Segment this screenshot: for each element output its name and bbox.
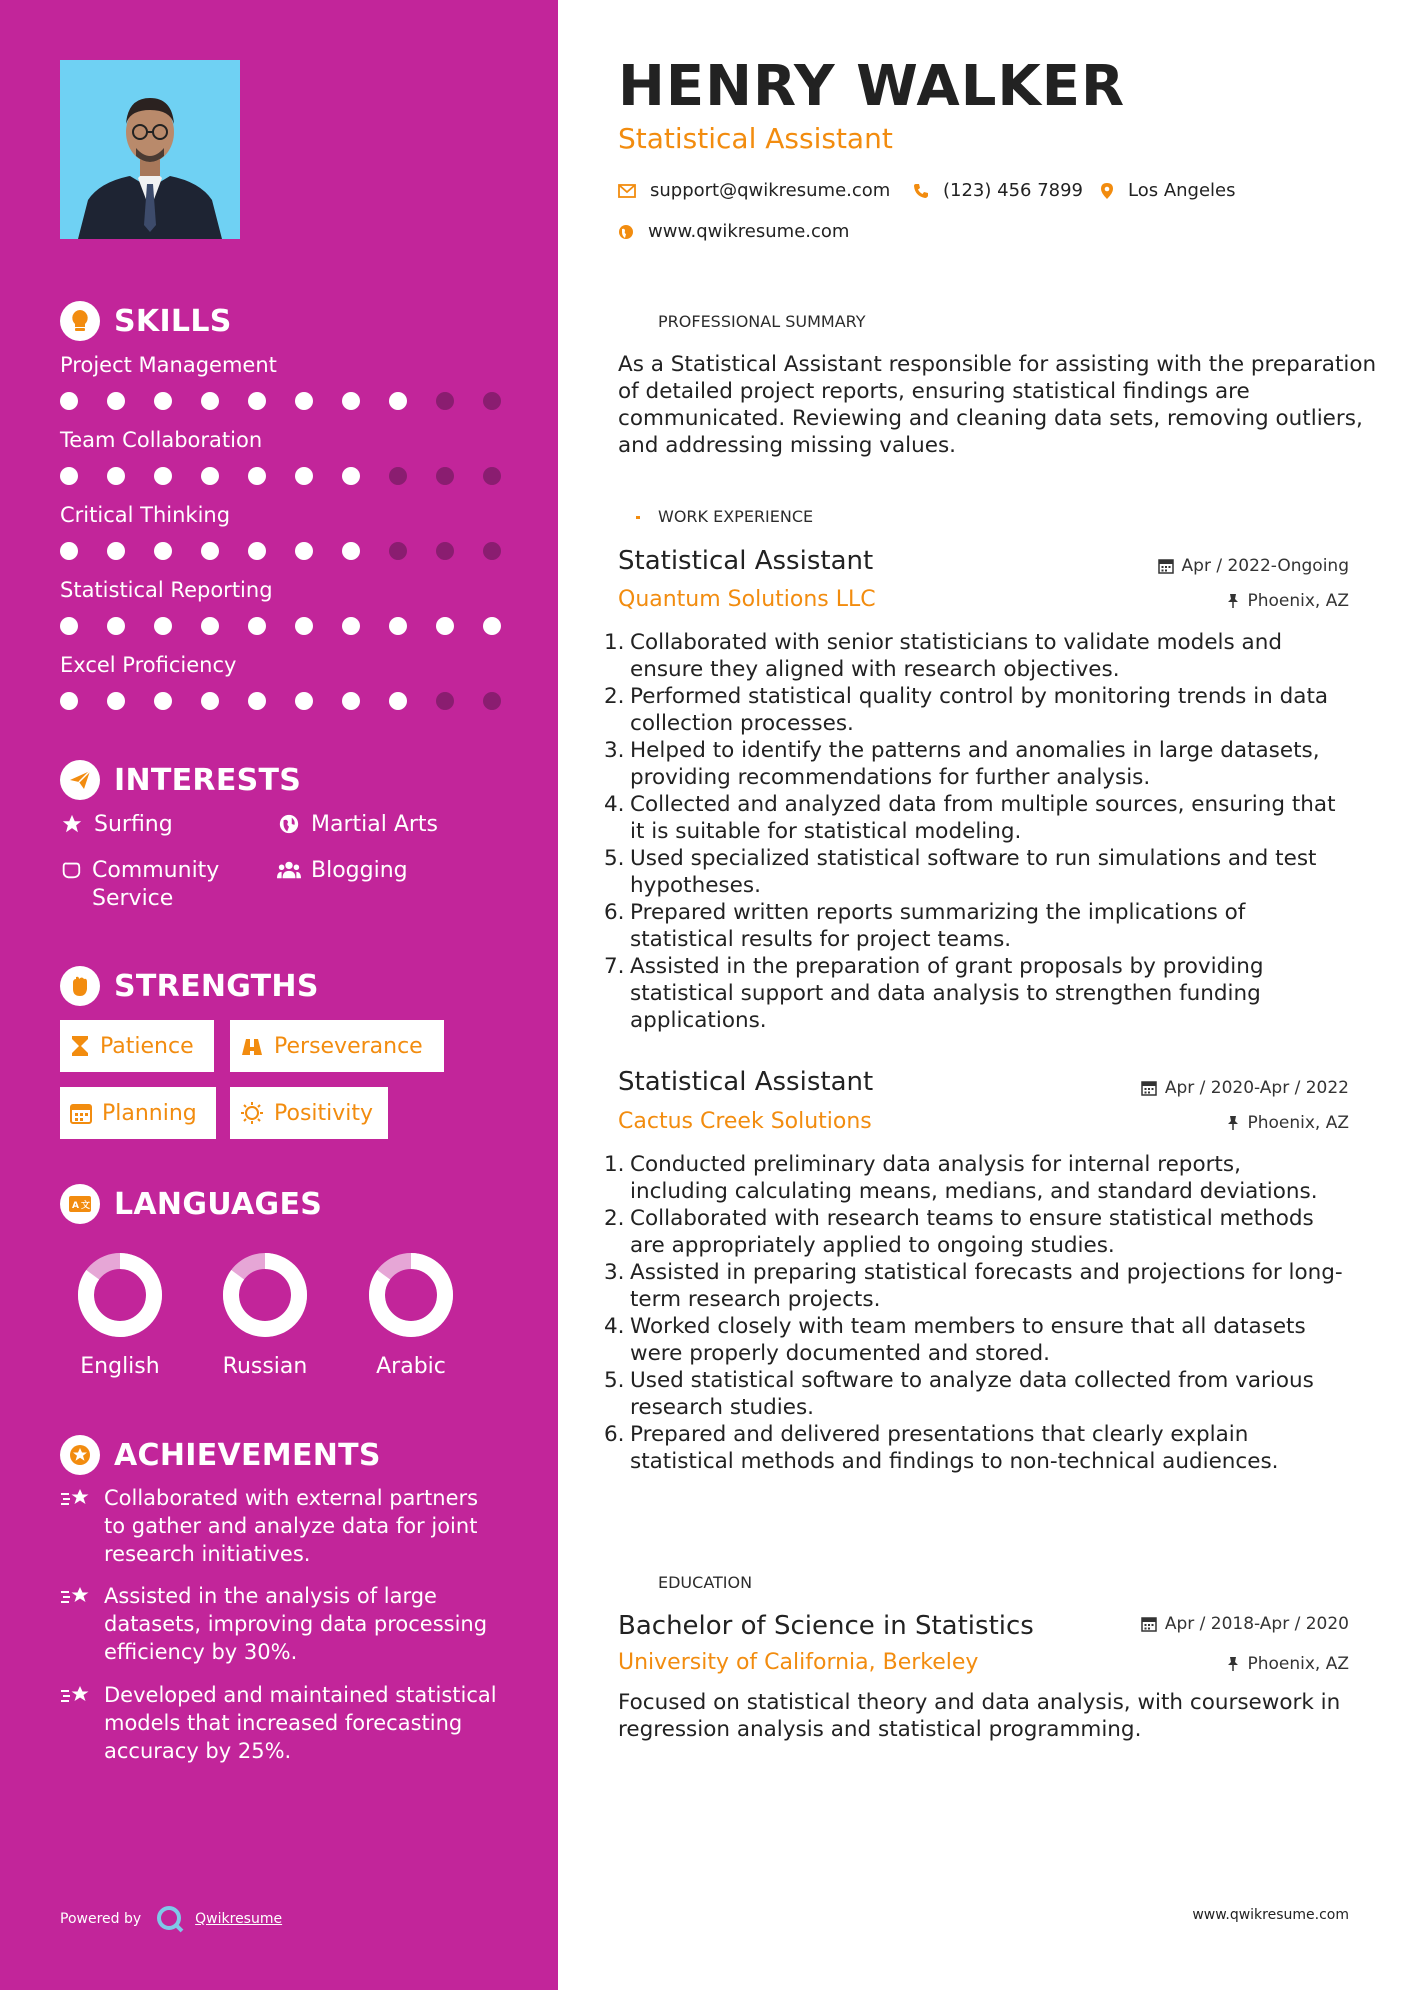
achievements-heading <box>60 1435 381 1475</box>
summary-title: PROFESSIONAL SUMMARY <box>658 311 866 331</box>
education-dates-text: Apr / 2018-Apr / 2020 <box>1164 1614 1349 1634</box>
summary-heading <box>618 301 866 341</box>
users-icon <box>277 857 301 881</box>
interest-label: Martial Arts <box>311 812 439 837</box>
strength-label: Planning <box>102 1100 197 1126</box>
skill-rating <box>60 467 500 485</box>
education-heading <box>618 1562 752 1602</box>
list-item <box>604 737 1344 791</box>
interests-title: INTERESTS <box>114 762 302 798</box>
rating-dot <box>60 692 78 710</box>
rating-dot <box>248 542 266 560</box>
list-text: Prepared and delivered presentations that clearly explain statistical methods and findings to non-technical audiences. <box>630 1422 1279 1474</box>
star-icon <box>60 811 84 835</box>
rating-dot <box>483 467 501 485</box>
list-text: Assisted in the preparation of grant proposals by providing statistical support and data analysis to strengthen funding applications. <box>630 954 1264 1033</box>
list-text: Assisted in preparing statistical forecasts and projections for long-term research projects. <box>630 1260 1343 1312</box>
email-text: support@qwikresume.com <box>650 180 891 201</box>
rating-dot <box>201 542 219 560</box>
contact-location <box>1100 180 1236 201</box>
rating-dot <box>436 542 454 560</box>
job-location <box>1227 591 1349 611</box>
profile-photo <box>60 60 240 239</box>
language-icon <box>60 1184 100 1224</box>
rating-dot <box>436 692 454 710</box>
hourglass-icon <box>70 1035 90 1057</box>
strength-tag <box>60 1087 216 1139</box>
list-text: Used specialized statistical software to run simulations and test hypotheses. <box>630 846 1317 898</box>
rating-dot <box>389 617 407 635</box>
list-text: Prepared written reports summarizing the implications of statistical results for project teams. <box>630 900 1246 952</box>
pushpin-icon <box>1227 1656 1239 1672</box>
job-title: Statistical Assistant <box>618 1067 874 1097</box>
job-location-text: Phoenix, AZ <box>1247 1113 1349 1133</box>
interests-heading <box>60 760 301 800</box>
role-subtitle: Statistical Assistant <box>618 122 893 155</box>
rating-dot <box>107 467 125 485</box>
education-location <box>1227 1654 1349 1674</box>
website-text: www.qwikresume.com <box>648 221 850 242</box>
rating-dot <box>201 617 219 635</box>
location-text: Los Angeles <box>1128 180 1236 201</box>
rating-dot <box>248 392 266 410</box>
job-location-text: Phoenix, AZ <box>1247 591 1349 611</box>
achievement-text: Developed and maintained statistical models that increased forecasting accuracy by 25%. <box>104 1683 497 1763</box>
education-title: EDUCATION <box>658 1572 753 1592</box>
achievement-item <box>60 1484 500 1568</box>
list-number: 1. <box>604 1152 625 1177</box>
hand-icon <box>60 857 82 881</box>
skill-name: Team Collaboration <box>60 428 263 452</box>
calendar-icon <box>1158 558 1174 574</box>
rating-dot <box>483 692 501 710</box>
fist-icon <box>60 966 100 1006</box>
list-text: Collaborated with research teams to ensure statistical methods are appropriately applied to ongoing studies. <box>630 1206 1314 1258</box>
list-number: 5. <box>604 846 625 871</box>
list-item <box>604 1421 1344 1475</box>
work-title: WORK EXPERIENCE <box>658 506 814 526</box>
shooting-star-icon <box>60 1484 92 1568</box>
interest-label: Blogging <box>311 858 408 883</box>
language-name: Arabic <box>376 1354 446 1379</box>
job-dates <box>1141 1078 1349 1098</box>
list-number: 1. <box>604 630 625 655</box>
list-item <box>604 629 1344 683</box>
list-item <box>604 845 1344 899</box>
rating-dot <box>389 392 407 410</box>
achievements-title: ACHIEVEMENTS <box>114 1437 381 1473</box>
list-text: Performed statistical quality control by monitoring trends in data collection processes. <box>630 684 1329 736</box>
list-item <box>604 1151 1344 1205</box>
calendar-icon <box>1141 1080 1157 1096</box>
skills-heading <box>60 301 232 341</box>
envelope-icon <box>618 184 636 198</box>
interest-item <box>277 811 438 839</box>
phone-text: (123) 456 7899 <box>943 180 1084 201</box>
rating-dot <box>60 392 78 410</box>
rating-dot <box>107 392 125 410</box>
job-dates-text: Apr / 2022-Ongoing <box>1181 556 1349 576</box>
rating-dot <box>154 542 172 560</box>
rating-dot <box>436 392 454 410</box>
strength-tag <box>230 1020 444 1072</box>
phone-icon <box>913 183 929 199</box>
contact-phone[interactable] <box>913 180 1083 201</box>
skill-rating <box>60 692 500 710</box>
strengths-title: STRENGTHS <box>114 968 319 1004</box>
school-name: University of California, Berkeley <box>618 1650 979 1675</box>
list-text: Collaborated with senior statisticians to validate models and ensure they aligned with research objectives. <box>630 630 1283 682</box>
job-responsibilities <box>604 1151 1344 1475</box>
contact-email[interactable] <box>618 180 890 201</box>
rating-dot <box>107 542 125 560</box>
list-number: 6. <box>604 900 625 925</box>
contact-website[interactable] <box>618 221 849 242</box>
powered-by-label: Powered by <box>60 1911 142 1927</box>
list-number: 4. <box>604 1314 625 1339</box>
list-item <box>604 1313 1344 1367</box>
rating-dot <box>154 467 172 485</box>
job-location <box>1227 1113 1349 1133</box>
rating-dot <box>389 467 407 485</box>
rating-dot <box>295 692 313 710</box>
rating-dot <box>60 467 78 485</box>
rating-dot <box>483 617 501 635</box>
shooting-star-icon <box>60 1582 92 1666</box>
skill-item <box>60 575 500 635</box>
job-dates <box>1158 556 1349 576</box>
languages-title: LANGUAGES <box>114 1186 323 1222</box>
strength-label: Patience <box>100 1033 194 1059</box>
list-item <box>604 1367 1344 1421</box>
strength-tag <box>60 1020 214 1072</box>
skill-rating <box>60 542 500 560</box>
list-number: 2. <box>604 684 625 709</box>
globe-icon <box>618 224 634 240</box>
strength-label: Positivity <box>274 1100 374 1126</box>
rating-dot <box>107 617 125 635</box>
skill-item <box>60 650 500 710</box>
globe-icon <box>277 811 301 835</box>
list-item <box>604 899 1344 953</box>
qwikresume-link[interactable]: Qwikresume <box>195 1911 283 1927</box>
rating-dot <box>436 617 454 635</box>
graduation-cap-icon <box>618 1562 658 1602</box>
skill-item <box>60 500 500 560</box>
skill-item <box>60 425 500 485</box>
list-number: 3. <box>604 1260 625 1285</box>
pushpin-icon <box>1227 593 1239 609</box>
language-proficiency-ring <box>75 1250 165 1340</box>
rating-dot <box>342 617 360 635</box>
list-number: 4. <box>604 792 625 817</box>
summary-text: As a Statistical Assistant responsible for assisting with the preparation of detailed project reports, ensuring statistical findings are communicated. Reviewing and cleaning data sets, removing outliers, and addressing missing values. <box>618 352 1377 458</box>
work-heading <box>618 496 813 536</box>
strengths-heading <box>60 966 319 1006</box>
list-item <box>604 791 1344 845</box>
job-company: Quantum Solutions LLC <box>618 587 876 612</box>
rating-dot <box>295 617 313 635</box>
list-number: 6. <box>604 1422 625 1447</box>
rating-dot <box>342 467 360 485</box>
list-text: Worked closely with team members to ensure that all datasets were properly documented and stored. <box>630 1314 1306 1366</box>
skills-title: SKILLS <box>114 303 232 339</box>
rating-dot <box>483 392 501 410</box>
calendar-icon <box>70 1102 92 1124</box>
rating-dot <box>201 392 219 410</box>
education-dates <box>1141 1614 1349 1634</box>
list-text: Used statistical software to analyze data collected from various research studies. <box>630 1368 1314 1420</box>
rating-dot <box>389 542 407 560</box>
language-proficiency-ring <box>366 1250 456 1340</box>
achievement-item <box>60 1681 500 1765</box>
rating-dot <box>107 692 125 710</box>
interest-label: Surfing <box>94 812 173 837</box>
powered-by <box>60 1904 282 1934</box>
skill-name: Statistical Reporting <box>60 578 273 602</box>
job-company: Cactus Creek Solutions <box>618 1109 872 1134</box>
sun-icon <box>240 1101 264 1125</box>
shooting-star-icon <box>60 1681 92 1765</box>
star-badge-icon <box>60 1435 100 1475</box>
skill-name: Excel Proficiency <box>60 653 237 677</box>
education-location-text: Phoenix, AZ <box>1247 1654 1349 1674</box>
interest-item <box>277 857 408 885</box>
skill-rating <box>60 617 500 635</box>
name-heading: HENRY WALKER <box>618 54 1126 119</box>
binoculars-icon <box>240 1035 264 1057</box>
skill-name: Project Management <box>60 353 277 377</box>
map-pin-icon <box>1100 182 1114 200</box>
language-item <box>50 1250 190 1379</box>
rating-dot <box>154 692 172 710</box>
strength-tag <box>230 1087 388 1139</box>
list-text: Helped to identify the patterns and anomalies in large datasets, providing recommendations for further analysis. <box>630 738 1320 790</box>
rating-dot <box>295 467 313 485</box>
rating-dot <box>483 542 501 560</box>
education-description: Focused on statistical theory and data analysis, with coursework in regression analysis and statistical programming. <box>618 1690 1341 1742</box>
skill-item <box>60 350 500 410</box>
rating-dot <box>154 617 172 635</box>
rating-dot <box>295 392 313 410</box>
interest-item <box>60 857 260 913</box>
sidebar <box>0 0 558 1990</box>
list-number: 5. <box>604 1368 625 1393</box>
list-number: 2. <box>604 1206 625 1231</box>
job-responsibilities <box>604 629 1344 1034</box>
rating-dot <box>248 467 266 485</box>
list-text: Conducted preliminary data analysis for internal reports, including calculating means, medians, and standard deviations. <box>630 1152 1318 1204</box>
user-icon <box>618 301 658 341</box>
language-proficiency-ring <box>220 1250 310 1340</box>
language-name: English <box>80 1354 160 1379</box>
rating-dot <box>248 617 266 635</box>
list-text: Collected and analyzed data from multiple sources, ensuring that it is suitable for statistical modeling. <box>630 792 1336 844</box>
interest-label: Community Service <box>92 858 220 911</box>
calendar-icon <box>1141 1616 1157 1632</box>
language-item <box>341 1250 481 1379</box>
list-number: 3. <box>604 738 625 763</box>
language-item <box>195 1250 335 1379</box>
language-name: Russian <box>222 1354 308 1379</box>
lightbulb-icon <box>60 301 100 341</box>
achievement-item <box>60 1582 500 1666</box>
rating-dot <box>201 692 219 710</box>
list-item <box>604 1205 1344 1259</box>
achievement-text: Assisted in the analysis of large datasets, improving data processing efficiency by 30%. <box>104 1584 488 1664</box>
svg-text:文: 文 <box>81 1201 91 1211</box>
list-item <box>604 953 1344 1034</box>
briefcase-icon <box>618 496 658 536</box>
rating-dot <box>60 542 78 560</box>
rating-dot <box>342 542 360 560</box>
rating-dot <box>342 392 360 410</box>
pushpin-icon <box>1227 1115 1239 1131</box>
list-number: 7. <box>604 954 625 979</box>
rating-dot <box>60 617 78 635</box>
skill-name: Critical Thinking <box>60 503 231 527</box>
degree-title: Bachelor of Science in Statistics <box>618 1611 1034 1641</box>
rating-dot <box>248 692 266 710</box>
rating-dot <box>295 542 313 560</box>
strength-label: Perseverance <box>274 1033 423 1059</box>
rating-dot <box>154 392 172 410</box>
svg-text:A: A <box>72 1201 79 1211</box>
languages-heading <box>60 1184 322 1224</box>
paper-plane-icon <box>60 760 100 800</box>
list-item <box>604 1259 1344 1313</box>
job-title: Statistical Assistant <box>618 546 874 576</box>
rating-dot <box>201 467 219 485</box>
job-dates-text: Apr / 2020-Apr / 2022 <box>1164 1078 1349 1098</box>
rating-dot <box>389 692 407 710</box>
skill-rating <box>60 392 500 410</box>
achievement-text: Collaborated with external partners to gather and analyze data for joint research initiatives. <box>104 1486 479 1566</box>
list-item <box>604 683 1344 737</box>
qwikresume-logo-icon <box>155 1904 185 1934</box>
footer-website[interactable]: www.qwikresume.com <box>1192 1907 1349 1923</box>
rating-dot <box>436 467 454 485</box>
interest-item <box>60 811 173 839</box>
rating-dot <box>342 692 360 710</box>
